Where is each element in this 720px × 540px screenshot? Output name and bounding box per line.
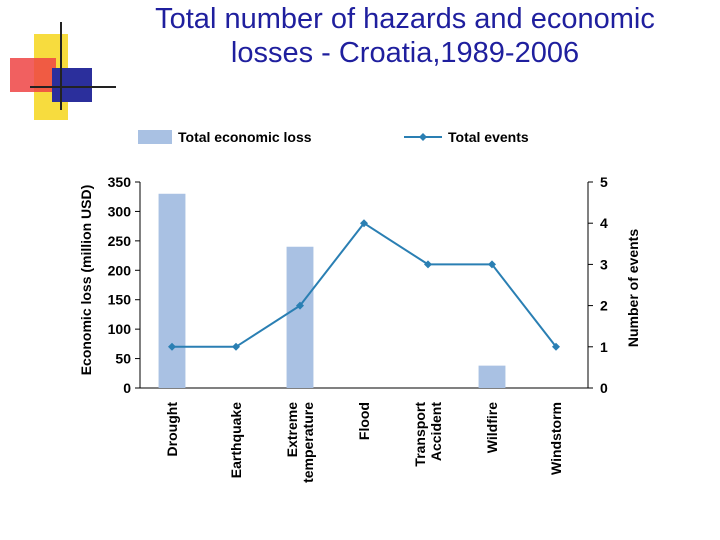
x-category-label: Extreme: [284, 402, 300, 458]
line-series: [168, 219, 560, 351]
left-y-tick-label: 200: [107, 262, 131, 279]
x-category-label: Drought: [164, 402, 180, 457]
left-y-tick-label: 250: [107, 232, 131, 249]
legend: [138, 129, 529, 145]
x-category-label: Earthquake: [228, 402, 244, 479]
legend-line-marker: [419, 133, 427, 141]
left-y-tick-label: 150: [107, 291, 131, 308]
x-category-label: Accident: [428, 402, 444, 462]
bar: [287, 247, 314, 388]
right-y-tick-label: 0: [600, 380, 608, 396]
right-y-tick-label: 5: [600, 174, 608, 190]
x-category-label: Wildfire: [484, 402, 500, 454]
x-category-label: Flood: [356, 402, 372, 441]
x-category-label: Transport: [412, 402, 428, 467]
x-category-labels: [164, 402, 564, 483]
bar-series: [159, 194, 506, 388]
legend-bar-swatch: [138, 130, 172, 144]
legend-bar-label: Total economic loss: [178, 129, 312, 145]
title-line-2: losses - Croatia,1989-2006: [230, 37, 580, 69]
right-y-tick-label: 2: [600, 297, 608, 314]
right-y-tick-label: 1: [600, 338, 608, 355]
left-y-tick-label: 50: [115, 350, 131, 367]
left-y-axis-title: Economic loss (million USD): [78, 184, 94, 376]
right-y-tick-label: 4: [600, 215, 608, 232]
right-y-tick-label: 3: [600, 256, 608, 273]
left-y-tick-label: 300: [107, 203, 131, 220]
events-line: [172, 223, 556, 347]
left-y-tick-label: 0: [123, 380, 131, 396]
left-y-tick-label: 350: [107, 174, 131, 190]
left-y-tick-label: 100: [107, 321, 131, 338]
legend-line-label: Total events: [448, 129, 529, 145]
right-y-ticks: [588, 174, 608, 396]
bar: [479, 366, 506, 388]
bar: [159, 194, 186, 388]
left-y-ticks: [108, 174, 140, 396]
title-line-1: Total number of hazards and economic: [155, 3, 655, 35]
right-y-axis-title: Number of events: [625, 228, 641, 348]
x-category-label: temperature: [300, 402, 316, 483]
x-category-label: Windstorm: [548, 402, 564, 475]
